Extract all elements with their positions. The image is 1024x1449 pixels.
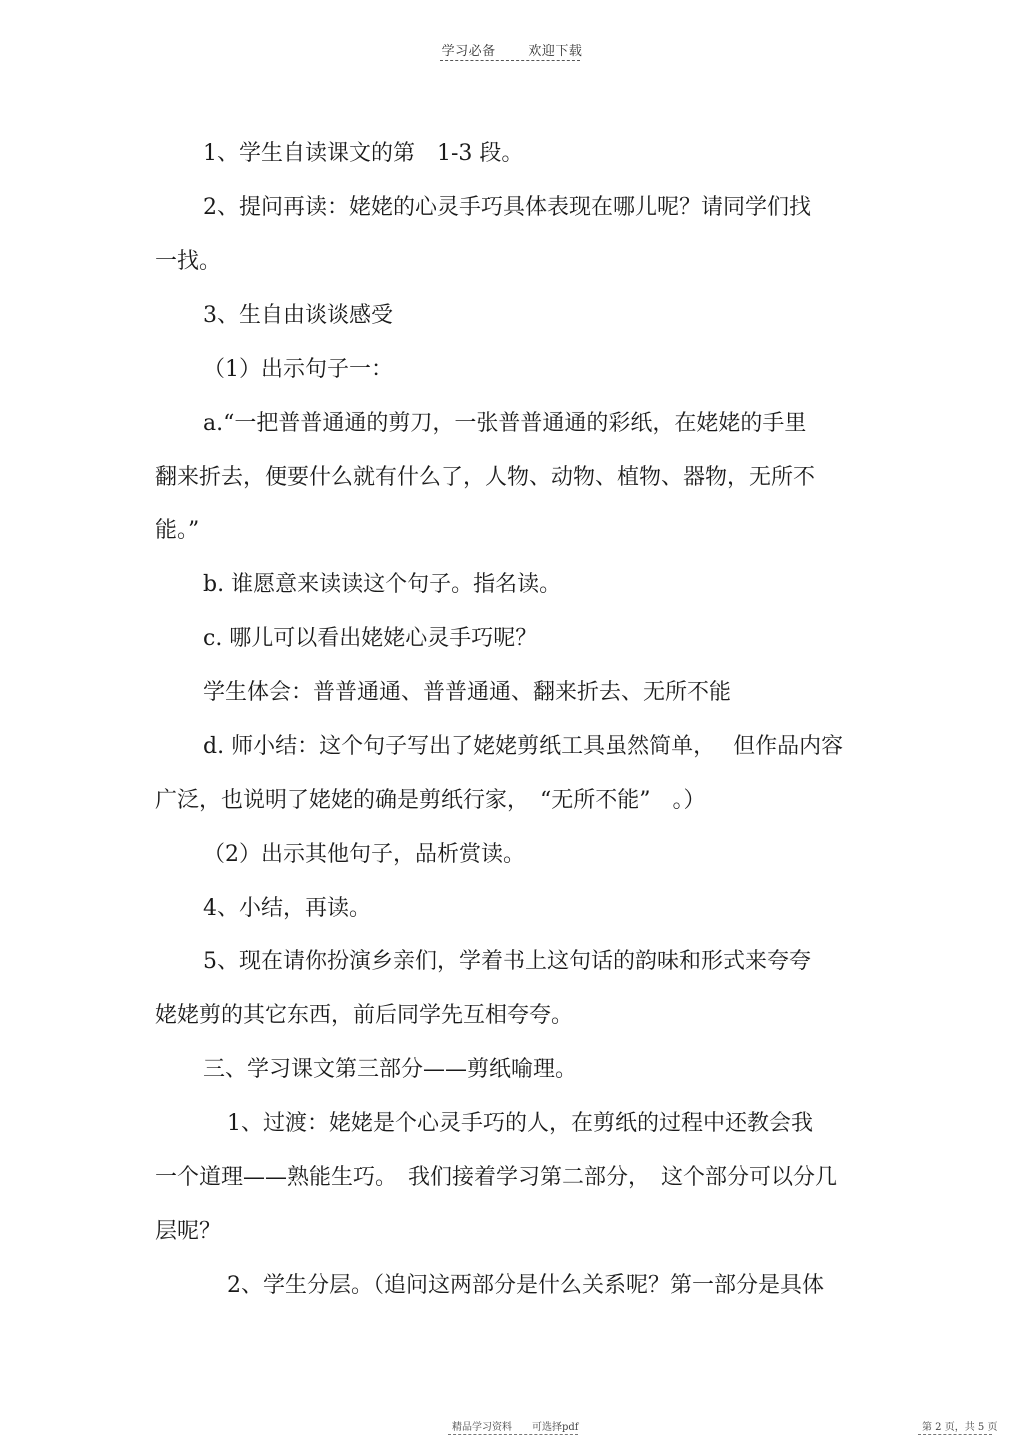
text-line: 广泛，也说明了姥姥的确是剪纸行家， “无所不能” 。） xyxy=(155,788,706,813)
text-line: 4、小结，再读。 xyxy=(203,896,371,921)
header-left-text: 学习必备 xyxy=(441,44,496,59)
header-rule xyxy=(440,60,580,61)
text-line: （2）出示其他句子，品析赏读。 xyxy=(203,842,525,867)
text-line: 1、学生自读课文的第 1-3 段。 xyxy=(203,141,524,166)
text-line: 学生体会：普普通通、普普通通、翻来折去、无所不能 xyxy=(203,680,732,705)
footer-page-number: 第 2 页，共 5 页 xyxy=(922,1422,998,1433)
page-header xyxy=(0,40,1024,59)
text-line: 2、提问再读：姥姥的心灵手巧具体表现在哪儿呢？请同学们找 xyxy=(203,195,811,220)
text-line: b. 谁愿意来读读这个句子。指名读。 xyxy=(203,572,562,597)
text-line: 姥姥剪的其它东西，前后同学先互相夸夸。 xyxy=(155,1003,574,1028)
text-line: 一找。 xyxy=(155,249,222,274)
header-right-text: 欢迎下载 xyxy=(528,44,583,59)
text-line: c. 哪儿可以看出姥姥心灵手巧呢？ xyxy=(203,626,538,651)
text-line: 5、现在请你扮演乡亲们，学着书上这句话的韵味和形式来夸夸 xyxy=(203,949,811,974)
text-line: a.“一把普普通通的剪刀，一张普普通通的彩纸，在姥姥的手里 xyxy=(203,411,807,436)
footer-center-text: 精品学习资料 可选择pdf xyxy=(452,1422,579,1433)
text-line: 一个道理——熟能生巧。 我们接着学习第二部分， 这个部分可以分几 xyxy=(155,1165,838,1190)
text-line: 三、学习课文第三部分——剪纸喻理。 xyxy=(203,1057,578,1082)
footer-center-rule xyxy=(448,1434,578,1435)
text-line: d. 师小结：这个句子写出了姥姥剪纸工具虽然简单， 但作品内容 xyxy=(203,734,844,759)
text-line: 层呢？ xyxy=(155,1219,222,1244)
text-line: （1）出示句子一： xyxy=(203,357,393,382)
text-line: 翻来折去，便要什么就有什么了，人物、动物、植物、器物，无所不 xyxy=(155,465,816,490)
text-line: 能。” xyxy=(155,518,200,543)
text-line: 3、生自由谈谈感受 xyxy=(203,303,393,328)
text-line: 1、过渡：姥姥是个心灵手巧的人，在剪纸的过程中还教会我 xyxy=(227,1111,813,1136)
footer-right-rule xyxy=(918,1434,992,1435)
text-line: 2、学生分层。（追问这两部分是什么关系呢？第一部分是具体 xyxy=(227,1273,824,1298)
